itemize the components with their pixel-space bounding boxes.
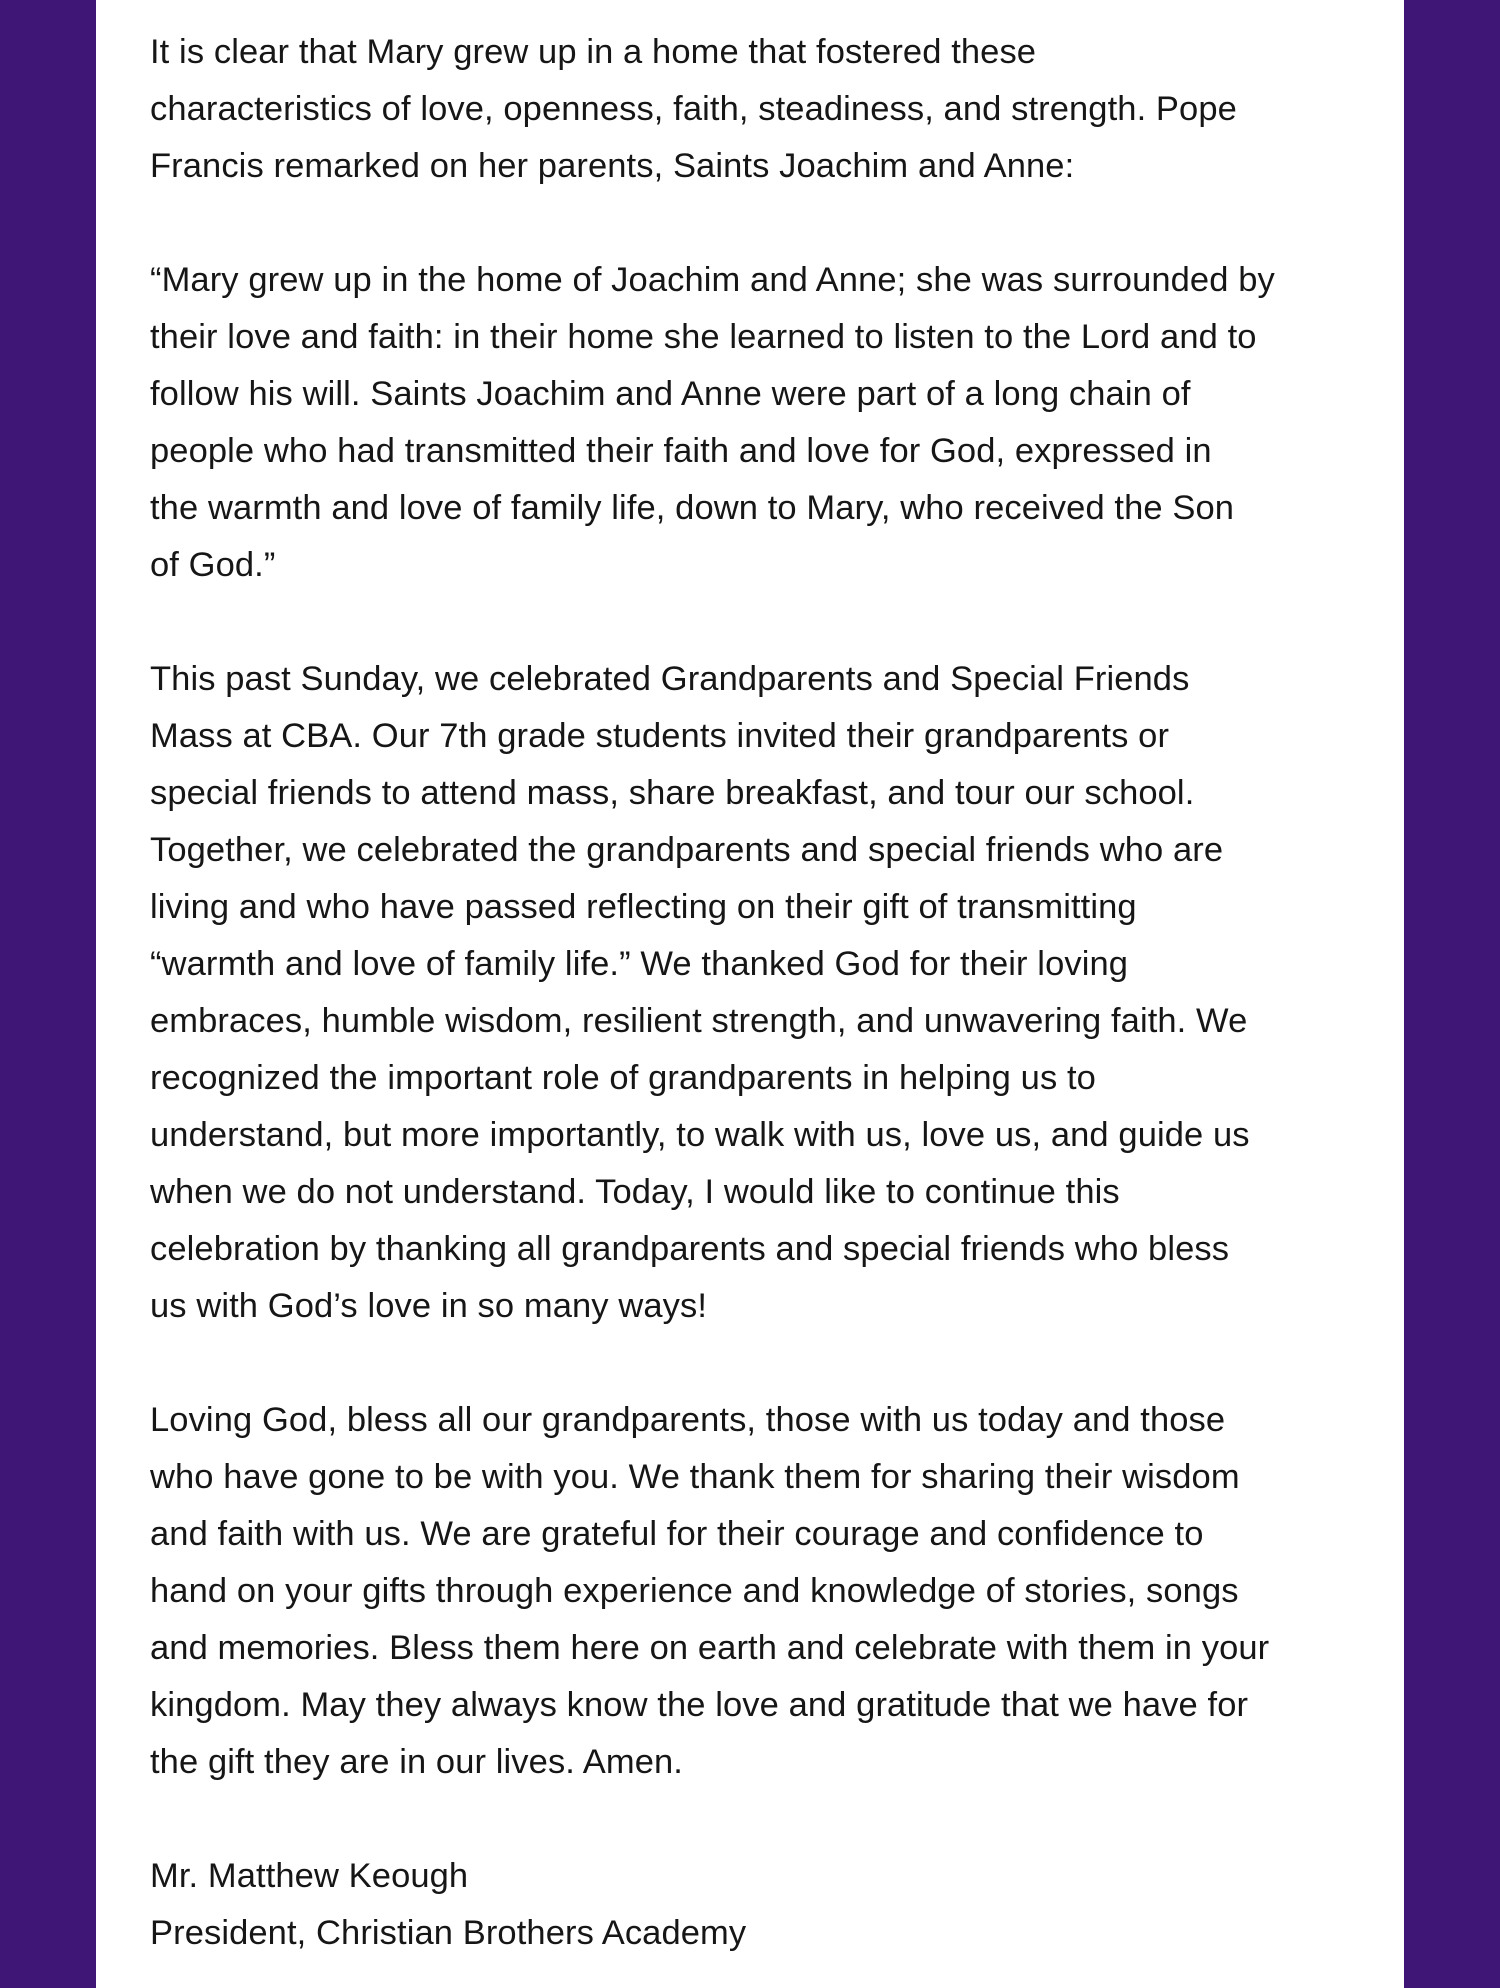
- letter-page: [96, 0, 1404, 1988]
- text-line: Together, we celebrated the grandparents and special friends who are: [150, 831, 1224, 869]
- signature-block: [150, 1848, 1380, 1962]
- text-line: Francis remarked on her parents, Saints Joachim and Anne:: [150, 147, 1075, 185]
- text-line: Loving God, bless all our grandparents, those with us today and those: [150, 1401, 1226, 1439]
- text-line: their love and faith: in their home she learned to listen to the Lord and to: [150, 318, 1257, 356]
- text-line: when we do not understand. Today, I would like to continue this: [150, 1173, 1120, 1211]
- text-line: “warmth and love of family life.” We thanked God for their loving: [150, 945, 1129, 983]
- text-line: the gift they are in our lives. Amen.: [150, 1743, 683, 1781]
- text-line: the warmth and love of family life, down to Mary, who received the Son: [150, 489, 1235, 527]
- letter-body: [150, 24, 1380, 1962]
- text-line: Mass at CBA. Our 7th grade students invited their grandparents or: [150, 717, 1170, 755]
- text-line: understand, but more importantly, to walk with us, love us, and guide us: [150, 1116, 1250, 1154]
- text-line: and faith with us. We are grateful for their courage and confidence to: [150, 1515, 1204, 1553]
- text-line: This past Sunday, we celebrated Grandparents and Special Friends: [150, 660, 1190, 698]
- text-line: special friends to attend mass, share breakfast, and tour our school.: [150, 774, 1195, 812]
- text-line: celebration by thanking all grandparents and special friends who bless: [150, 1230, 1230, 1268]
- signature-name: Mr. Matthew Keough: [150, 1857, 469, 1895]
- text-line: hand on your gifts through experience and knowledge of stories, songs: [150, 1572, 1239, 1610]
- text-line: and memories. Bless them here on earth and celebrate with them in your: [150, 1629, 1270, 1667]
- text-line: living and who have passed reflecting on their gift of transmitting: [150, 888, 1137, 926]
- text-line: of God.”: [150, 546, 276, 584]
- text-line: recognized the important role of grandparents in helping us to: [150, 1059, 1096, 1097]
- paragraph-mary-home: [150, 24, 1380, 195]
- signature-title: President, Christian Brothers Academy: [150, 1914, 747, 1952]
- paragraph-pope-quote: [150, 252, 1380, 594]
- text-line: characteristics of love, openness, faith, steadiness, and strength. Pope: [150, 90, 1237, 128]
- text-line: us with God’s love in so many ways!: [150, 1287, 708, 1325]
- text-line: It is clear that Mary grew up in a home that fostered these: [150, 33, 1037, 71]
- text-line: people who had transmitted their faith and love for God, expressed in: [150, 432, 1212, 470]
- text-line: who have gone to be with you. We thank them for sharing their wisdom: [150, 1458, 1240, 1496]
- text-line: “Mary grew up in the home of Joachim and Anne; she was surrounded by: [150, 261, 1275, 299]
- text-line: embraces, humble wisdom, resilient strength, and unwavering faith. We: [150, 1002, 1248, 1040]
- text-line: kingdom. May they always know the love and gratitude that we have for: [150, 1686, 1249, 1724]
- paragraph-prayer: [150, 1392, 1380, 1791]
- text-line: follow his will. Saints Joachim and Anne were part of a long chain of: [150, 375, 1191, 413]
- paragraph-grandparents-mass: [150, 651, 1380, 1335]
